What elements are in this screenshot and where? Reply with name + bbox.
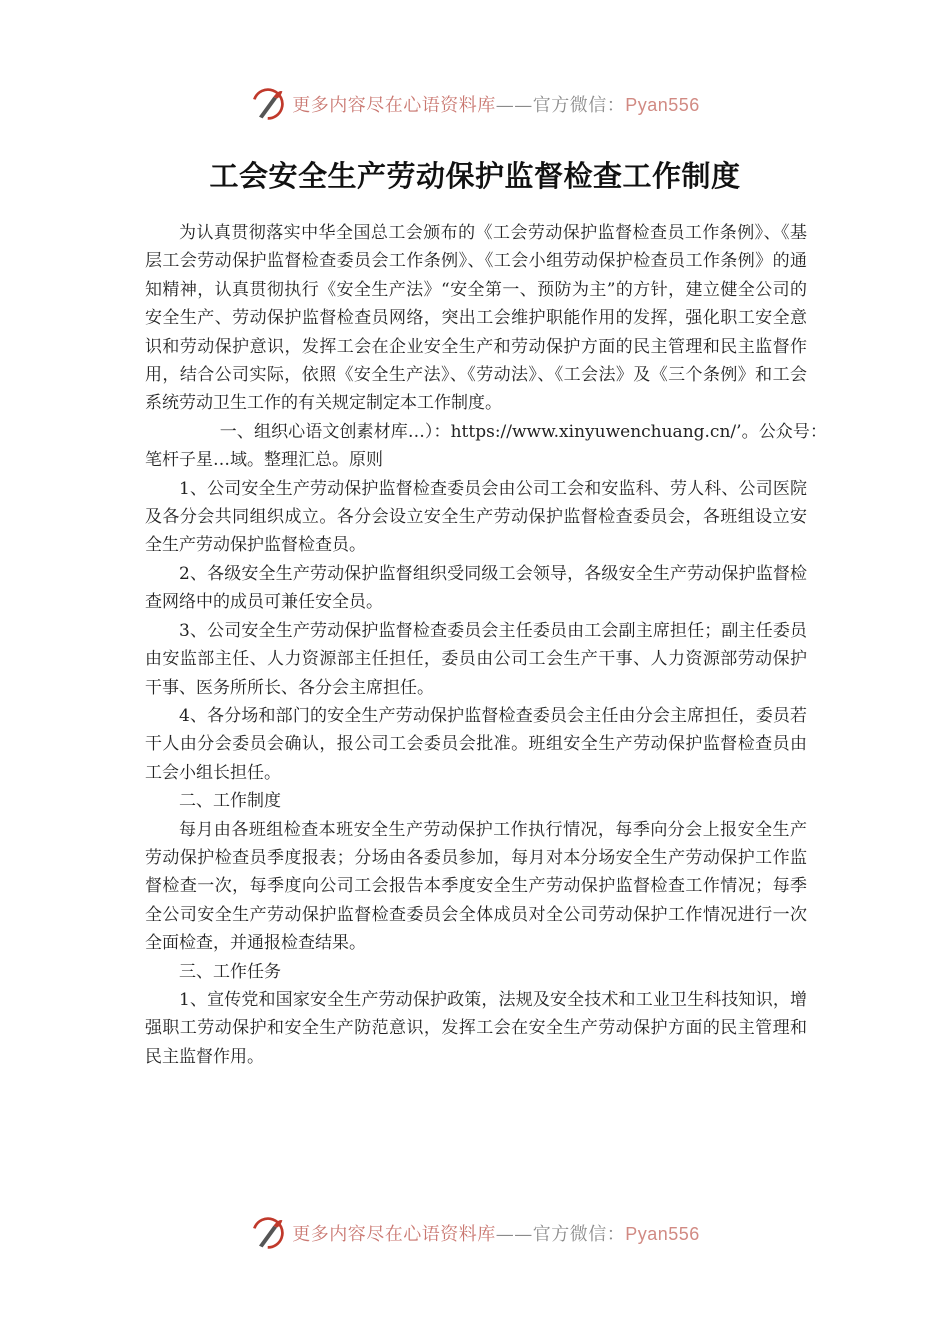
document-title: 工会安全生产劳动保护监督检查工作制度 [209,159,741,193]
banner-label: 官方微信： [532,95,626,116]
section-heading-work-system: 二、工作制度 [179,791,281,812]
banner-text: 更多内容尽在心语资料库 [292,1224,496,1245]
paragraph-item: 1、宣传党和国家安全生产劳动保护政策，法规及安全技术和工业卫生科技知识，增强职工劳动保护和安全生产防范意识，发挥工会在安全生产劳动保护方面的民主管理和民主监督作用。 [145,989,807,1067]
paragraph-section-1-heading: 一、组织心语文创素材库…）：https://www.xinyuwenchuang.cn/’。公众号：笔杆子星…域。整理汇总。原则 [145,421,827,471]
footer-banner [0,1213,950,1253]
paragraph-work-system: 每月由各班组检查本班安全生产劳动保护工作执行情况，每季向分会上报安全生产劳动保护检查员季度报表；分场由各委员参加，每月对本分场安全生产劳动保护工作监督检查一次，每季度向公司工会报告本季度安全生产劳动保护监督检查工作情况；每季全公司安全生产劳动保护监督检查委员会全体成员对全公司劳动保护工作情况进行一次全面检查，并通报检查结果。 [145,819,807,954]
banner-label: 官方微信： [532,1224,626,1245]
paragraph-item: 1、公司安全生产劳动保护监督检查委员会由公司工会和安监科、劳人科、公司医院及各分会共同组织成立。各分会设立安全生产劳动保护监督检查委员会，各班组设立安全生产劳动保护监督检查员。 [145,478,807,556]
paragraph-item: 3、公司安全生产劳动保护监督检查委员会主任委员由工会副主席担任；副主任委员由安监部主任、人力资源部主任担任，委员由公司工会生产干事、人力资源部劳动保护干事、医务所所长、各分会主席担任。 [145,620,807,698]
header-banner [0,84,950,124]
section-heading-work-tasks: 三、工作任务 [179,961,281,982]
paragraph-item: 2、各级安全生产劳动保护监督组织受同级工会领导，各级安全生产劳动保护监督检查网络中的成员可兼任安全员。 [145,563,807,613]
banner-wechat-id: Pyan556 [625,95,700,115]
banner-text: 更多内容尽在心语资料库 [292,95,496,116]
paragraph-intro: 为认真贯彻落实中华全国总工会颁布的《工会劳动保护监督检查员工作条例》、《基层工会劳动保护监督检查委员会工作条例》、《工会小组劳动保护检查员工作条例》的通知精神，认真贯彻执行《安全生产法》“安全第一、预防为主”的方针，建立健全公司的安全生产、劳动保护监督检查员网络，突出工会维护职能作用的发挥，强化职工安全意识和劳动保护意识，发挥工会在企业安全生产和劳动保护方面的民主管理和民主监督作用，结合公司实际，依照《安全生产法》、《劳动法》、《工会法》及《三个条例》和工会系统劳动卫生工作的有关规定制定本工作制度。 [145,223,807,414]
banner-separator: —— [495,1224,533,1245]
quill-logo-icon [250,1215,286,1251]
banner-separator: —— [495,95,533,116]
quill-logo-icon [250,86,286,122]
document-body [145,219,827,1071]
banner-wechat-id: Pyan556 [625,1224,700,1244]
paragraph-item: 4、各分场和部门的安全生产劳动保护监督检查委员会主任由分会主席担任，委员若干人由分会委员会确认，报公司工会委员会批准。班组安全生产劳动保护监督检查员由工会小组长担任。 [145,705,807,783]
